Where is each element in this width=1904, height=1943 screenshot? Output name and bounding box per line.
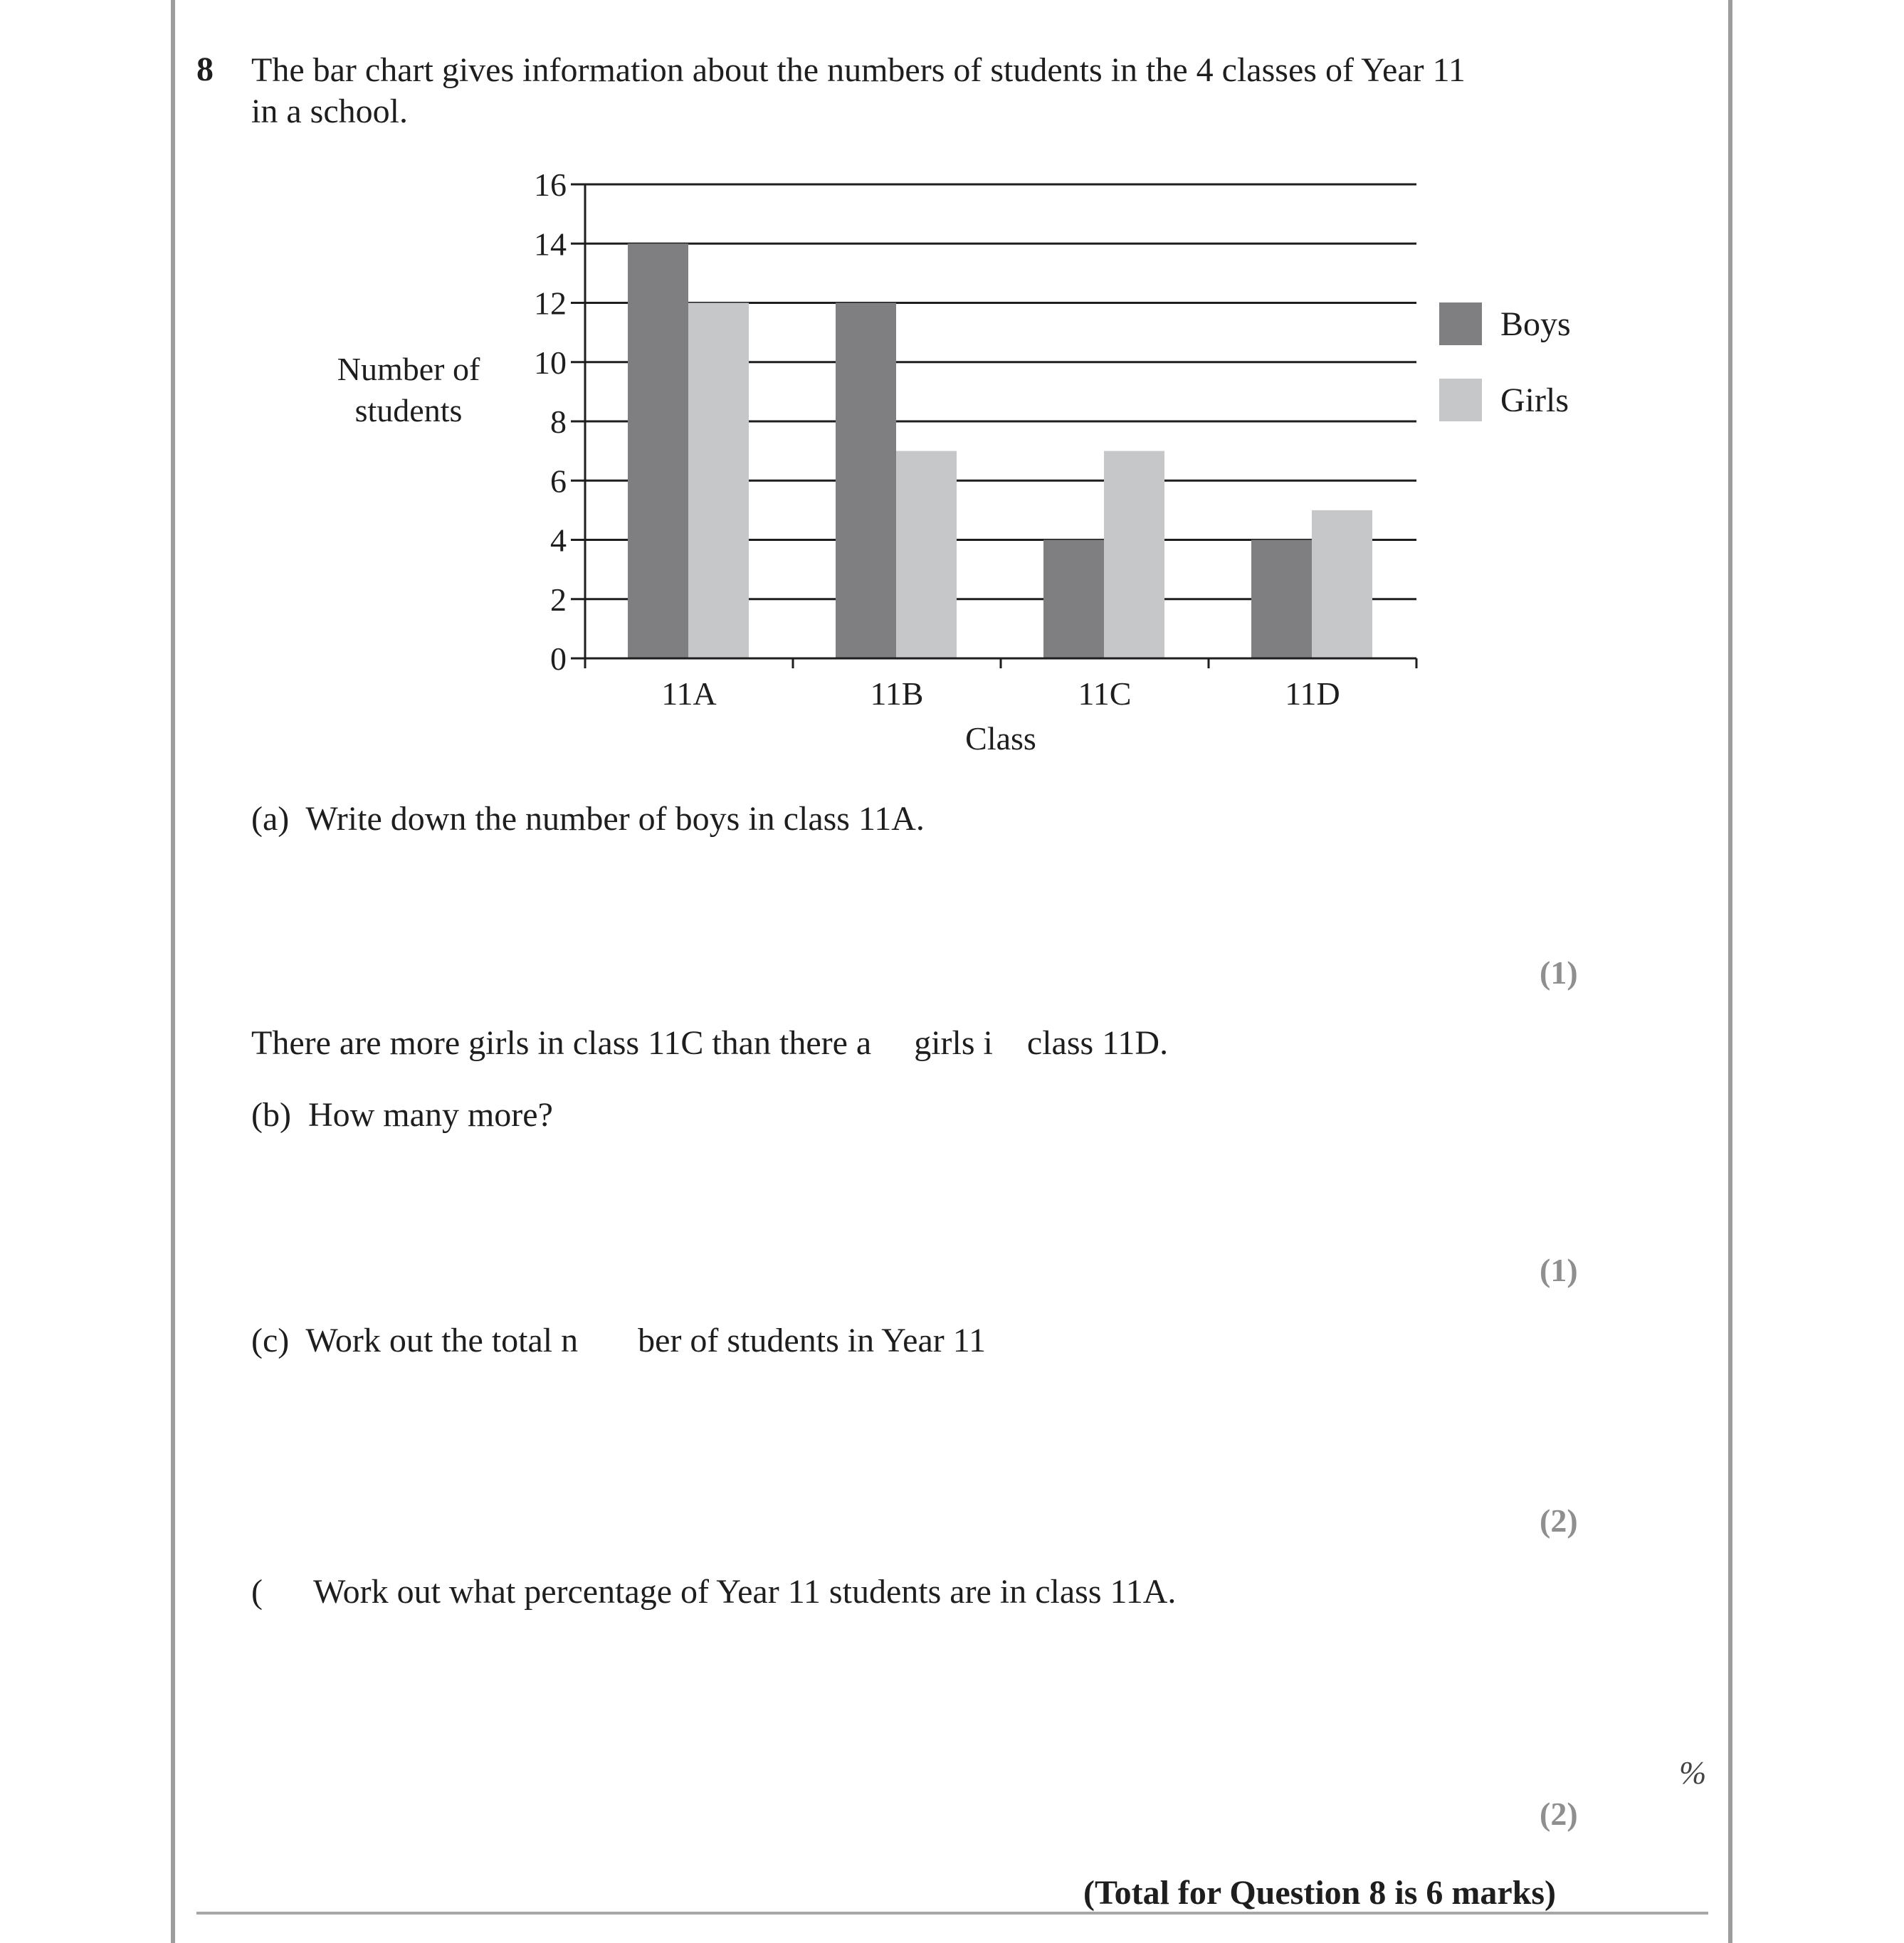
question-number: 8 — [196, 51, 214, 88]
y-tick-label: 6 — [550, 463, 567, 500]
question-intro-line1: The bar chart gives information about the numbers of students in the 4 classes of Year 11 — [251, 51, 1466, 89]
bottom-rule — [196, 1912, 1708, 1915]
y-tick-label: 0 — [550, 641, 567, 677]
y-tick-label: 16 — [534, 167, 567, 203]
bar-boys-11d — [1251, 540, 1312, 659]
legend-label-girls: Girls — [1500, 381, 1569, 419]
x-tick-label-11c: 11C — [1078, 675, 1132, 712]
y-axis-title-line2: students — [354, 392, 463, 428]
bar-girls-11c — [1104, 451, 1164, 658]
legend-label-boys: Boys — [1500, 305, 1571, 343]
x-tick-label-11b: 11B — [870, 675, 924, 712]
bar-girls-11b — [896, 451, 957, 658]
bar-chart — [0, 0, 1904, 783]
bar-girls-11a — [688, 303, 749, 659]
part-b-intro: There are more girls in class 11C than there a girls i class 11D. — [251, 1024, 1169, 1062]
part-b-text: (b) How many more? — [251, 1096, 553, 1134]
bar-boys-11b — [836, 303, 896, 659]
part-d-text: ( Work out what percentage of Year 11 students are in class 11A. — [251, 1573, 1177, 1611]
bar-boys-11c — [1043, 540, 1104, 659]
part-c-text: (c) Work out the total n ber of students in Year 11 — [251, 1322, 986, 1359]
y-tick-label: 4 — [550, 522, 567, 559]
total-marks: (Total for Question 8 is 6 marks) — [1083, 1874, 1557, 1912]
legend-swatch-boys — [1439, 302, 1482, 345]
bar-boys-11a — [628, 243, 688, 658]
percent-unit: % — [1679, 1754, 1707, 1791]
y-tick-label: 10 — [534, 344, 567, 381]
part-d-marks: (2) — [1540, 1796, 1578, 1832]
x-tick-label-11d: 11D — [1285, 675, 1340, 712]
part-c-marks: (2) — [1540, 1502, 1578, 1539]
legend-swatch-girls — [1439, 379, 1482, 421]
y-axis-title-line1: Number of — [337, 351, 480, 387]
bar-girls-11d — [1312, 510, 1372, 658]
x-tick-label-11a: 11A — [661, 675, 717, 712]
part-b-marks: (1) — [1540, 1252, 1578, 1288]
question-intro-line2: in a school. — [251, 93, 408, 130]
y-tick-label: 14 — [534, 226, 567, 263]
y-tick-label: 8 — [550, 404, 567, 440]
y-tick-label: 2 — [550, 581, 567, 618]
part-a-text: (a) Write down the number of boys in class 11A. — [251, 800, 925, 838]
x-axis-title: Class — [965, 720, 1036, 757]
part-a-marks: (1) — [1540, 954, 1578, 991]
y-tick-label: 12 — [534, 285, 567, 322]
